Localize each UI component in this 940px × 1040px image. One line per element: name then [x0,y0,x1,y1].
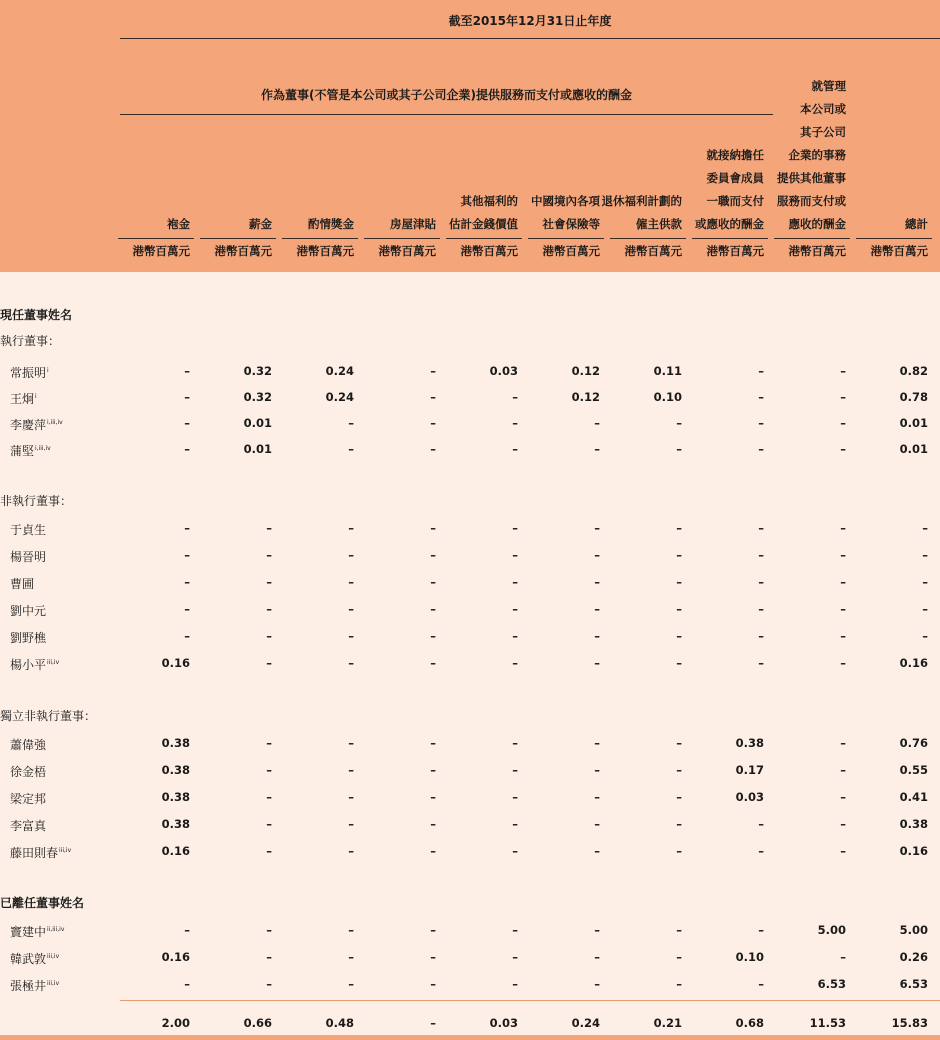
table-cell: – [840,736,846,750]
director-name [10,814,47,834]
table-cell: – [184,977,190,991]
table-cell: 0.12 [571,364,600,378]
director-note-marker: iii,iv [47,980,60,987]
table-cell: 0.11 [653,364,682,378]
table-cell: – [430,763,436,777]
table-cell: 0.38 [161,763,190,777]
total-cell: 0.21 [653,1016,682,1030]
table-cell: – [430,817,436,831]
table-cell: 0.78 [899,390,928,404]
table-cell: – [348,790,354,804]
table-cell: 0.16 [899,656,928,670]
table-cell: – [840,390,846,404]
table-cell: – [594,629,600,643]
director-name [10,787,47,807]
director-name-text: 劉野樵 [10,631,47,645]
table-cell: – [594,602,600,616]
director-name-text: 李慶萍 [10,418,47,432]
table-cell: – [840,602,846,616]
table-cell: 0.26 [899,950,928,964]
table-cell: – [430,602,436,616]
director-name-text: 劉中元 [10,604,47,618]
table-cell: – [840,521,846,535]
table-cell: – [676,817,682,831]
table-cell: – [594,817,600,831]
table-cell: – [840,575,846,589]
table-cell: 0.16 [899,844,928,858]
table-cell: 0.17 [735,763,764,777]
table-cell: 0.16 [161,950,190,964]
table-cell: – [512,390,518,404]
director-note-marker: i,iii,iv [47,419,63,426]
table-cell: – [512,790,518,804]
column-unit: 港幣百萬元 [296,244,354,258]
director-name [10,947,59,967]
table-cell: – [430,390,436,404]
table-cell: – [758,442,764,456]
table-cell: – [594,575,600,589]
table-cell: – [676,736,682,750]
column-underline [364,238,440,239]
column-unit: 港幣百萬元 [132,244,190,258]
table-cell: – [512,442,518,456]
table-cell: – [430,950,436,964]
table-cell: – [758,923,764,937]
table-cell: – [430,977,436,991]
director-name-text: 曹圃 [10,577,35,591]
table-cell: 0.76 [899,736,928,750]
table-cell: – [430,844,436,858]
table-cell: – [840,629,846,643]
table-cell: 0.01 [899,442,928,456]
table-cell: – [594,950,600,964]
director-note-marker: iii,iv [47,953,60,960]
table-cell: – [922,575,928,589]
table-cell: – [594,548,600,562]
table-cell: – [512,656,518,670]
table-cell: – [184,416,190,430]
director-name-text: 韓武敦 [10,952,47,966]
table-cell: 0.01 [243,416,272,430]
table-cell: – [676,548,682,562]
table-cell: 0.38 [735,736,764,750]
column-underline [200,238,276,239]
column-header-label: 房屋津貼 [390,217,436,231]
table-cell: 0.01 [243,442,272,456]
table-cell: – [348,844,354,858]
table-cell: – [840,364,846,378]
table-cell: – [266,950,272,964]
table-cell: – [348,521,354,535]
director-note-marker: i [47,367,49,374]
table-cell: – [758,629,764,643]
table-cell: – [512,548,518,562]
director-name [10,545,47,565]
table-cell: – [348,575,354,589]
table-cell: – [594,521,600,535]
column-unit: 港幣百萬元 [706,244,764,258]
column-header-label: 中國境內各項 社會保險等 [531,194,600,231]
director-name-text: 徐金梧 [10,765,47,779]
table-cell: – [758,521,764,535]
column-underline [774,238,850,239]
table-cell: – [840,763,846,777]
table-cell: – [594,923,600,937]
director-name [10,361,49,381]
table-cell: – [184,364,190,378]
table-cell: – [758,656,764,670]
table-cell: – [676,575,682,589]
director-name [10,599,47,619]
total-cell: 0.66 [243,1016,272,1030]
table-cell: – [430,364,436,378]
total-cell: 15.83 [891,1016,928,1030]
table-cell: 0.03 [735,790,764,804]
table-cell: – [266,977,272,991]
table-cell: – [512,736,518,750]
table-cell: – [594,656,600,670]
total-cell: 11.53 [809,1016,846,1030]
table-cell: – [348,416,354,430]
table-cell: – [430,736,436,750]
director-name-text: 于貞生 [10,523,47,537]
span-divider [120,114,773,115]
column-unit: 港幣百萬元 [624,244,682,258]
section-former-directors: 已離任董事姓名 [0,896,85,910]
table-cell: – [594,416,600,430]
table-cell: 0.32 [243,364,272,378]
table-cell: – [676,416,682,430]
table-cell: – [348,629,354,643]
table-cell: – [758,977,764,991]
table-cell: – [676,923,682,937]
table-cell: – [266,521,272,535]
table-cell: – [922,602,928,616]
column-underline [610,238,686,239]
table-cell: – [430,790,436,804]
director-name-text: 張極井 [10,979,47,993]
total-cell: 2.00 [161,1016,190,1030]
table-cell: – [184,629,190,643]
table-cell: – [676,763,682,777]
table-cell: – [512,575,518,589]
director-name-text: 王炯 [10,392,35,406]
table-cell: 0.38 [899,817,928,831]
table-cell: – [430,629,436,643]
table-cell: – [758,844,764,858]
table-cell: – [512,629,518,643]
section-independent-directors: 獨立非執行董事： [0,709,97,723]
table-cell: – [266,602,272,616]
column-unit: 港幣百萬元 [214,244,272,258]
table-cell: – [348,602,354,616]
table-cell: 0.12 [571,390,600,404]
total-cell: 0.48 [325,1016,354,1030]
director-name [10,413,63,433]
table-cell: – [184,575,190,589]
table-cell: – [266,763,272,777]
table-cell: – [184,602,190,616]
director-name-text: 常振明 [10,366,47,380]
table-cell: 0.10 [653,390,682,404]
column-header-label: 總計 [905,217,928,231]
director-name [10,974,59,994]
table-cell: – [266,629,272,643]
table-cell: – [840,950,846,964]
table-cell: – [184,390,190,404]
column-unit: 港幣百萬元 [460,244,518,258]
section-non-executive-directors: 非執行董事： [0,494,73,508]
table-cell: – [348,442,354,456]
table-cell: 0.01 [899,416,928,430]
table-cell: – [348,548,354,562]
table-cell: – [676,521,682,535]
column-header-label: 就接納擔任 委員會成員 一職而支付 或應收的酬金 [695,148,764,231]
director-name [10,920,64,940]
director-name-text: 李富真 [10,819,47,833]
column-header-label: 就管理 本公司或 其子公司 企業的事務 提供其他董事 服務而支付或 應收的酬金 [777,79,846,231]
column-underline [692,238,768,239]
column-unit: 港幣百萬元 [870,244,928,258]
table-cell: – [594,736,600,750]
table-cell: – [266,575,272,589]
director-note-marker: ii,iii,iv [47,926,65,933]
table-cell: – [266,844,272,858]
table-cell: – [348,763,354,777]
table-cell: – [676,442,682,456]
section-current-directors: 現任董事姓名 [0,308,73,322]
total-cell: – [430,1016,436,1030]
director-name-text: 蕭偉強 [10,738,47,752]
table-cell: – [922,629,928,643]
director-name [10,733,47,753]
director-note-marker: i [35,393,37,400]
table-cell: – [840,548,846,562]
table-cell: – [676,790,682,804]
table-cell: – [430,548,436,562]
table-cell: – [430,416,436,430]
director-name [10,572,35,592]
column-header-label: 退休福利計劃的 僱主供款 [601,194,682,231]
table-cell: – [184,521,190,535]
column-underline [446,238,522,239]
table-cell: – [266,736,272,750]
table-cell: – [184,442,190,456]
table-cell: 0.82 [899,364,928,378]
table-cell: – [594,844,600,858]
director-name [10,387,37,407]
table-cell: – [348,923,354,937]
table-cell: 0.10 [735,950,764,964]
director-note-marker: iii,iv [59,847,72,854]
table-cell: 0.38 [161,817,190,831]
column-header-label: 袍金 [167,217,190,231]
table-cell: – [922,548,928,562]
director-name [10,439,51,459]
column-underline [118,238,194,239]
section-executive-directors: 執行董事： [0,334,61,348]
table-cell: – [676,977,682,991]
table-cell: – [594,442,600,456]
table-cell: – [676,844,682,858]
table-cell: – [184,923,190,937]
table-cell: – [676,950,682,964]
table-cell: – [512,977,518,991]
table-cell: – [512,521,518,535]
column-unit: 港幣百萬元 [542,244,600,258]
director-note-marker: iii,iv [47,659,60,666]
table-cell: 6.53 [899,977,928,991]
director-emoluments-span-header: 作為董事(不管是本公司或其子公司企業)提供服務而支付或應收的酬金 [261,88,632,102]
table-cell: – [348,950,354,964]
table-cell: – [676,602,682,616]
period-heading: 截至2015年12月31日止年度 [448,14,612,28]
table-cell: – [266,923,272,937]
table-cell: – [430,656,436,670]
table-cell: – [758,817,764,831]
table-cell: – [758,575,764,589]
table-cell: – [594,763,600,777]
table-cell: 0.55 [899,763,928,777]
column-header-label: 酌情獎金 [308,217,354,231]
table-cell: – [758,390,764,404]
director-name-text: 藤田則春 [10,846,59,860]
table-cell: – [512,844,518,858]
table-cell: – [348,736,354,750]
table-cell: – [512,602,518,616]
table-cell: – [430,923,436,937]
table-cell: – [430,442,436,456]
table-cell: – [430,521,436,535]
table-cell: 0.24 [325,390,354,404]
table-cell: – [184,548,190,562]
table-cell: – [840,442,846,456]
table-cell: – [512,950,518,964]
table-cell: 0.38 [161,736,190,750]
bottom-border [0,1035,940,1040]
director-name-text: 蒲堅 [10,444,35,458]
total-cell: 0.24 [571,1016,600,1030]
director-name-text: 楊晉明 [10,550,47,564]
table-cell: 0.38 [161,790,190,804]
director-note-marker: i,iii,iv [35,445,51,452]
table-cell: – [840,844,846,858]
table-cell: – [594,790,600,804]
table-cell: 5.00 [817,923,846,937]
table-cell: 0.41 [899,790,928,804]
table-cell: – [348,977,354,991]
table-cell: 0.16 [161,656,190,670]
table-cell: 0.03 [489,364,518,378]
table-cell: – [266,817,272,831]
director-name [10,518,47,538]
table-cell: 5.00 [899,923,928,937]
table-cell: – [676,629,682,643]
table-cell: – [676,656,682,670]
director-name-text: 竇建中 [10,925,47,939]
director-name [10,760,47,780]
period-divider [120,38,940,39]
table-cell: – [348,817,354,831]
director-name [10,626,47,646]
table-cell: – [840,656,846,670]
table-cell: – [512,763,518,777]
table-cell: – [840,817,846,831]
table-cell: – [512,817,518,831]
column-underline [856,238,932,239]
total-cell: 0.03 [489,1016,518,1030]
director-name [10,841,71,861]
column-header-label: 薪金 [249,217,272,231]
table-cell: – [758,548,764,562]
column-underline [528,238,604,239]
total-cell: 0.68 [735,1016,764,1030]
table-cell: – [266,656,272,670]
table-cell: – [348,656,354,670]
director-name-text: 梁定邦 [10,792,47,806]
table-cell: – [512,416,518,430]
table-cell: – [922,521,928,535]
table-cell: – [758,364,764,378]
column-underline [282,238,358,239]
director-name-text: 楊小平 [10,658,47,672]
table-cell: – [512,923,518,937]
table-cell: – [430,575,436,589]
total-divider [120,1000,940,1001]
table-cell: 6.53 [817,977,846,991]
table-cell: 0.32 [243,390,272,404]
director-name [10,653,59,673]
table-cell: – [594,977,600,991]
column-header-label: 其他福利的 估計金錢價值 [449,194,518,231]
table-cell: – [840,790,846,804]
table-cell: – [840,416,846,430]
column-unit: 港幣百萬元 [378,244,436,258]
table-cell: – [266,548,272,562]
table-cell: 0.24 [325,364,354,378]
column-unit: 港幣百萬元 [788,244,846,258]
table-cell: – [266,790,272,804]
table-cell: – [758,416,764,430]
table-cell: 0.16 [161,844,190,858]
table-cell: – [758,602,764,616]
